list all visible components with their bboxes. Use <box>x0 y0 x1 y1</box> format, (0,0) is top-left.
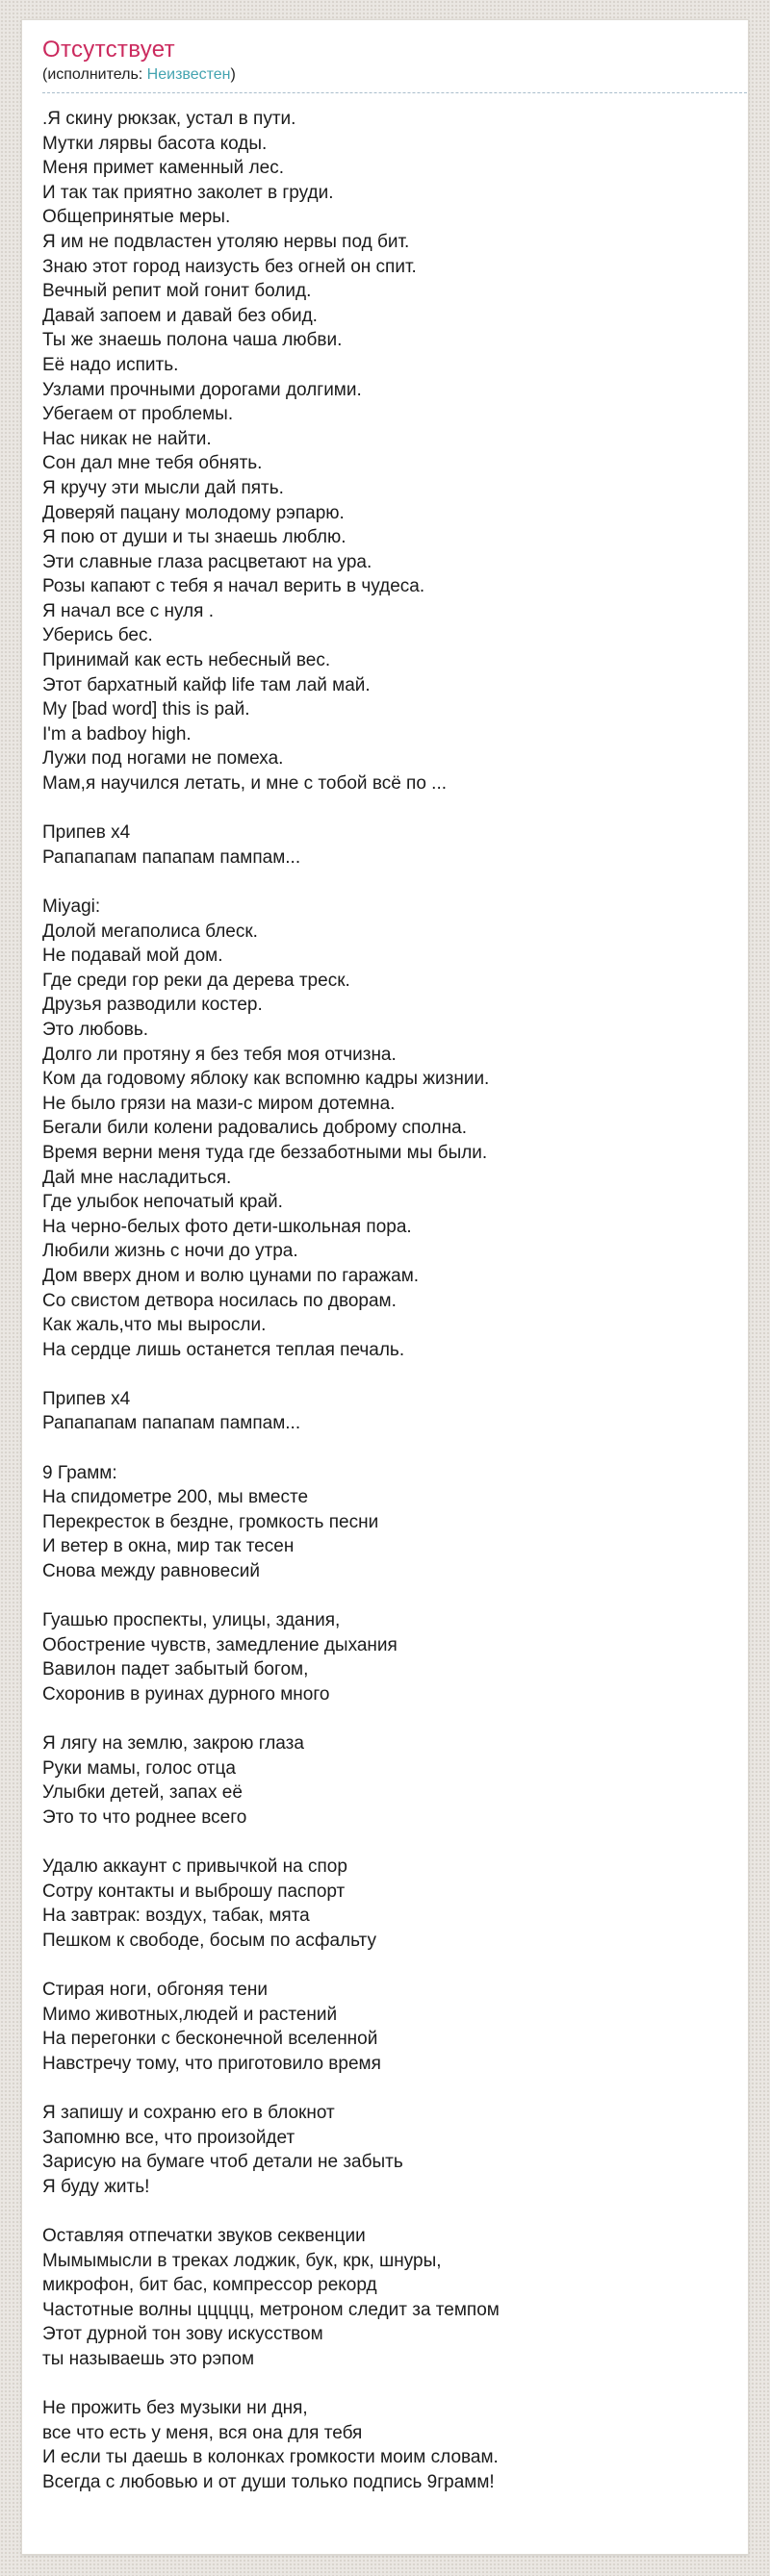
lyric-line: Гуашью проспекты, улицы, здания, <box>42 1610 341 1631</box>
lyric-line: Сотру контакты и выброшу паспорт <box>42 1881 346 1902</box>
lyric-line: Эти славные глаза расцветают на ура. <box>42 551 372 572</box>
lyric-line: микрофон, бит бас, компрессор рекорд <box>42 2275 377 2296</box>
lyric-line: Вечный репит мой гонит болид. <box>42 281 312 302</box>
lyric-line: Припев х4 <box>42 1388 131 1409</box>
lyric-line: Я пою от души и ты знаешь люблю. <box>42 527 346 548</box>
lyric-line: Мимо животных,людей и растений <box>42 2004 338 2025</box>
lyric-line: И если ты даешь в колонках громкости моим словам. <box>42 2447 499 2468</box>
lyric-line: My [bad word] this is рай. <box>42 699 250 720</box>
lyric-line <box>42 1831 748 1856</box>
lyric-line: Друзья разводили костер. <box>42 995 263 1016</box>
lyric-line <box>42 1707 748 1732</box>
lyric-line: На завтрак: воздух, табак, мята <box>42 1906 310 1927</box>
lyric-line: Зарисую на бумаге чтоб детали не забыть <box>42 2152 403 2173</box>
lyric-line <box>42 870 748 895</box>
lyric-line: Всегда с любовью и от души только подпись 9грамм! <box>42 2472 495 2492</box>
lyric-line: Схоронив в руинах дурного много <box>42 1684 330 1705</box>
lyric-line: Долго ли протяну я без тебя моя отчизна. <box>42 1044 397 1065</box>
lyric-line: Этот бархатный кайф life там лай май. <box>42 674 371 695</box>
lyric-line: Любили жизнь с ночи до утра. <box>42 1241 298 1262</box>
lyric-line: Узлами прочными дорогами долгими. <box>42 379 362 400</box>
lyric-line: Запомню все, что произойдет <box>42 2127 295 2148</box>
lyric-line: Рапапапам папапам пампам... <box>42 1413 301 1434</box>
lyric-line: Сон дал мне тебя обнять. <box>42 453 263 474</box>
lyric-line: Рапапапам папапам пампам... <box>42 846 301 868</box>
lyric-line: Вавилон падет забытый богом, <box>42 1659 309 1680</box>
lyric-line: Это любовь. <box>42 1019 149 1040</box>
lyric-line: Дом вверх дном и волю цунами по гаражам. <box>42 1265 420 1286</box>
header <box>42 37 748 93</box>
lyric-line: Не прожить без музыки ни дня, <box>42 2398 308 2419</box>
lyric-line: Снова между равновесий <box>42 1561 260 1582</box>
artist-line <box>42 66 748 84</box>
lyric-line: Мутки лярвы басота коды. <box>42 133 268 154</box>
lyric-line: Мам,я научился летать, и мне с тобой всё по ... <box>42 773 448 795</box>
lyric-line: Перекресток в бездне, громкость песни <box>42 1511 379 1532</box>
lyric-line <box>42 1584 748 1609</box>
lyrics-card <box>21 19 749 2555</box>
lyric-line: Припев х4 <box>42 822 131 844</box>
lyric-line: Я буду жить! <box>42 2176 150 2197</box>
lyric-line: I'm a badboy high. <box>42 723 192 745</box>
lyric-line: Навстречу тому, что приготовило время <box>42 2053 381 2074</box>
lyric-line: Удалю аккаунт с привычкой на спор <box>42 1856 347 1878</box>
artist-link[interactable]: Неизвестен <box>146 66 231 83</box>
lyric-line: Я лягу на землю, закрою глаза <box>42 1733 304 1755</box>
lyric-line: Её надо испить. <box>42 354 179 375</box>
lyric-line <box>42 2077 748 2102</box>
lyric-line: Я им не подвластен утоляю нервы под бит. <box>42 231 410 252</box>
lyric-line: Я кручу эти мысли дай пять. <box>42 477 284 498</box>
lyric-line: Давай запоем и давай без обид. <box>42 305 318 326</box>
lyric-line: Руки мамы, голос отца <box>42 1757 236 1779</box>
lyric-line: Улыбки детей, запах её <box>42 1782 243 1804</box>
lyric-line <box>42 1362 748 1387</box>
artist-label-suffix: ) <box>230 66 236 83</box>
lyric-line: Ком да годовому яблоку как вспомню кадры жизнии. <box>42 1069 490 1090</box>
lyric-line: Miyagi: <box>42 897 101 917</box>
lyric-line: Мымымысли в треках лоджик, бук, крк, шнуры, <box>42 2250 442 2271</box>
lyric-line: Обострение чувств, замедление дыхания <box>42 1634 398 1655</box>
lyric-line: На сердце лишь останется теплая печаль. <box>42 1339 405 1360</box>
lyric-line: Ты же знаешь полона чаша любви. <box>42 330 343 351</box>
lyric-line: все что есть у меня, вся она для тебя <box>42 2422 363 2443</box>
lyric-line: 9 Грамм: <box>42 1462 117 1483</box>
lyric-line: Оставляя отпечатки звуков секвенции <box>42 2226 366 2247</box>
lyric-line <box>42 1436 748 1461</box>
lyric-line: Я начал все с нуля . <box>42 600 214 621</box>
lyric-line <box>42 1954 748 1979</box>
lyric-line: Убегаем от проблемы. <box>42 404 234 425</box>
lyric-line: Частотные волны ццццц, метроном следит за темпом <box>42 2299 500 2320</box>
lyric-line: Доверяй пацану молодому рэпарю. <box>42 502 345 523</box>
lyric-line: Общепринятые меры. <box>42 207 231 228</box>
lyric-line: Лужи под ногами не помеха. <box>42 748 284 770</box>
lyric-line: Не было грязи на мази-с миром дотемна. <box>42 1093 396 1114</box>
lyric-line: Долой мегаполиса блеск. <box>42 921 258 942</box>
lyric-line <box>42 796 748 821</box>
lyric-line: Меня примет каменный лес. <box>42 158 285 179</box>
lyric-line: Знаю этот город наизусть без огней он спит. <box>42 256 417 277</box>
lyric-line: Дай мне насладиться. <box>42 1167 232 1188</box>
lyric-line: Как жаль,что мы выросли. <box>42 1315 267 1336</box>
song-title: Отсутствует <box>42 37 175 63</box>
lyric-line: И так так приятно заколет в груди. <box>42 182 334 203</box>
lyric-line: Время верни меня туда где беззаботными мы были. <box>42 1142 488 1163</box>
lyric-line: На спидометре 200, мы вместе <box>42 1487 309 1508</box>
lyric-line: ты называешь это рэпом <box>42 2349 255 2370</box>
lyric-line: Я запишу и сохраню его в блокнот <box>42 2103 335 2124</box>
lyric-line: И ветер в окна, мир так тесен <box>42 1536 295 1557</box>
artist-label-prefix: (исполнитель: <box>42 66 143 83</box>
lyric-line: На черно-белых фото дети-школьная пора. <box>42 1216 412 1237</box>
lyric-line: Со свистом детвора носилась по дворам. <box>42 1290 397 1311</box>
lyric-line: Бегали били колени радовались доброму сполна. <box>42 1118 467 1139</box>
lyric-line: Стирая ноги, обгоняя тени <box>42 1980 268 2001</box>
lyrics-text <box>42 93 748 2495</box>
lyric-line: Этот дурной тон зову искусством <box>42 2324 323 2345</box>
lyric-line: Розы капают с тебя я начал верить в чудеса. <box>42 576 425 597</box>
lyric-line: На перегонки с бесконечной вселенной <box>42 2029 378 2050</box>
lyric-line: Нас никак не найти. <box>42 428 212 449</box>
lyric-line: Где улыбок непочатый край. <box>42 1192 283 1213</box>
lyric-line: Где среди гор реки да дерева треск. <box>42 970 350 991</box>
lyric-line: Уберись бес. <box>42 625 153 646</box>
lyric-line: .Я скину рюкзак, устал в пути. <box>42 109 296 129</box>
lyric-line <box>42 2199 748 2224</box>
lyric-line: Принимай как есть небесный вес. <box>42 650 331 671</box>
lyric-line: Это то что роднее всего <box>42 1806 247 1828</box>
lyric-line <box>42 2372 748 2397</box>
lyric-line: Пешком к свободе, босым по асфальту <box>42 1930 376 1951</box>
lyric-line: Не подавай мой дом. <box>42 946 223 967</box>
